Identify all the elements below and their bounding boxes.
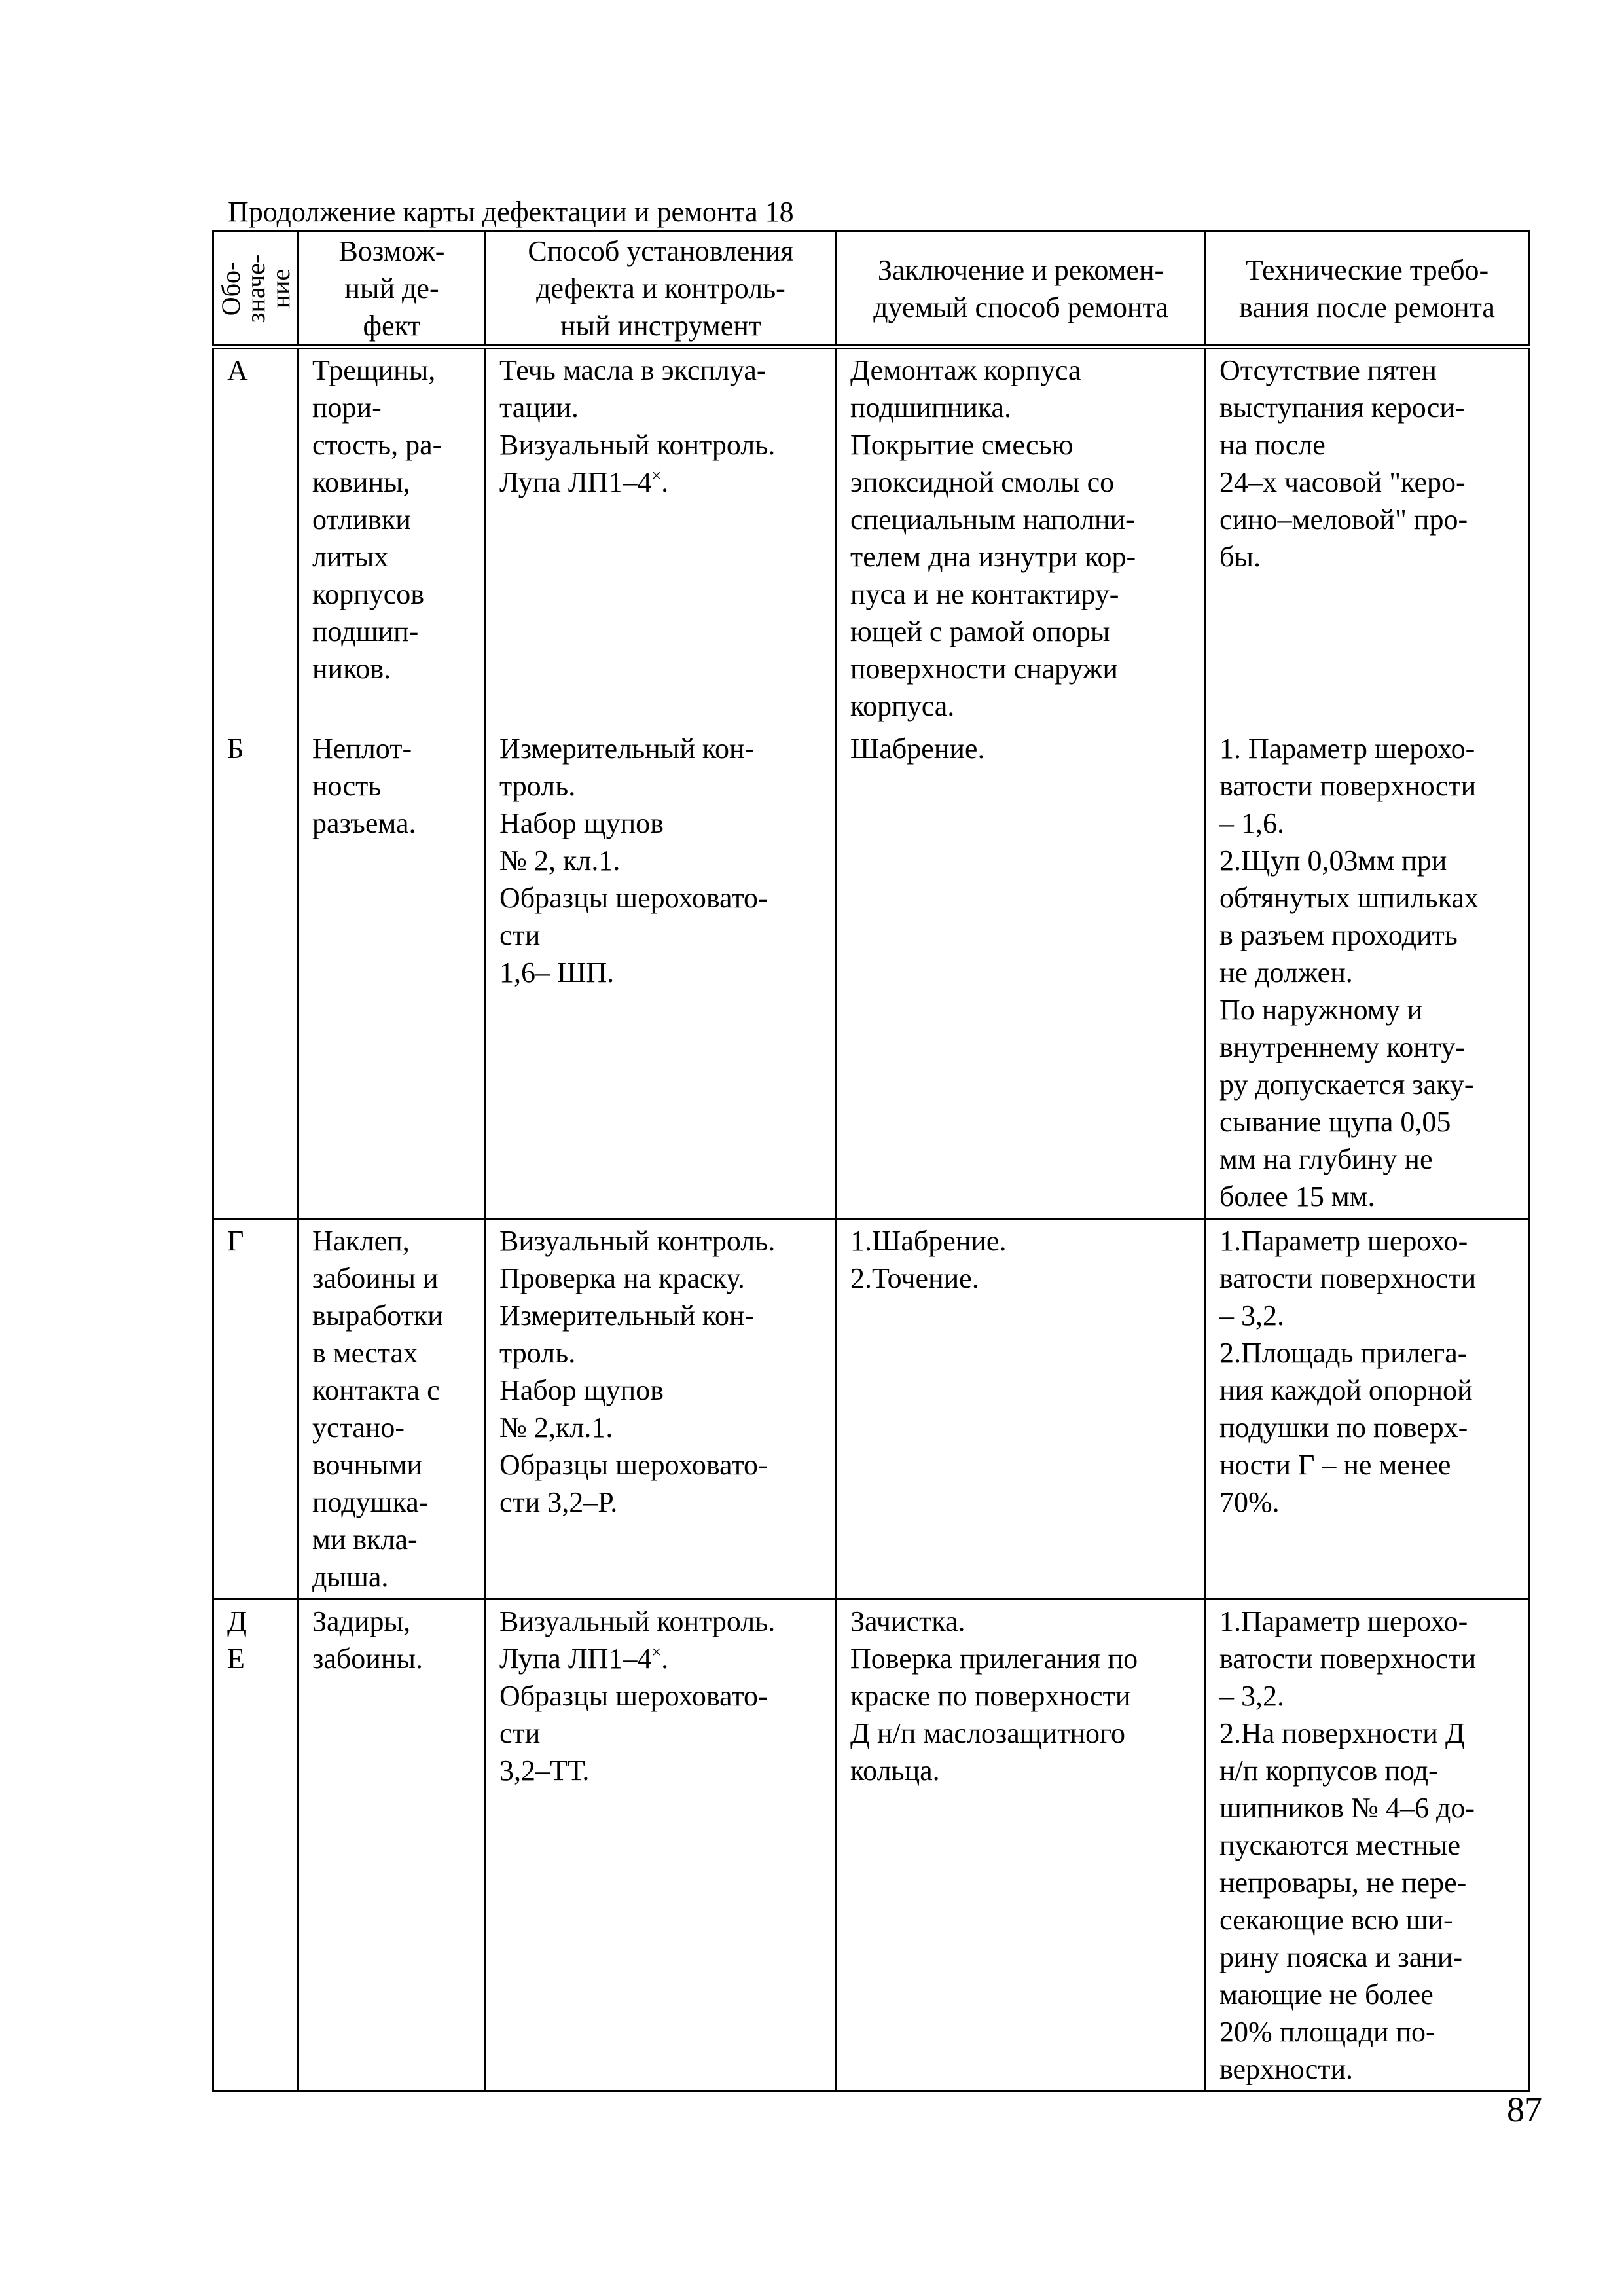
table-header-row [213, 232, 1529, 347]
header-method: Способ установления дефекта и контроль- ный инструмент [486, 232, 837, 347]
defect-repair-table [212, 230, 1530, 2092]
row-method: Визуальный контроль. Проверка на краску. Измерительный кон- троль. Набор щупов № 2,кл.1. Образцы шероховато- сти 3,2–Р. [486, 1219, 837, 1599]
page-number: 87 [1507, 2090, 1542, 2129]
row-code: А [213, 347, 298, 728]
table-row [213, 1219, 1529, 1599]
row-conclusion: Демонтаж корпуса подшипника. Покрытие смесью эпоксидной смолы со специальным наполни- телем дна изнутри кор- пуса и не контактиру- ющей с рамой опоры поверхности снаружи корпуса. [837, 347, 1206, 728]
table-row [213, 727, 1529, 1219]
row-method [486, 347, 837, 728]
method-text: Визуальный контроль. Лупа ЛП1–4 [499, 1605, 776, 1675]
row-defect: Трещины, пори- стость, ра- ковины, отливки литых корпусов подшип- ников. [298, 347, 486, 728]
row-conclusion: Зачистка. Поверка прилегания по краске по поверхности Д н/п маслозащитного кольца. [837, 1599, 1206, 2092]
table-row [213, 1599, 1529, 2092]
row-conclusion: Шабрение. [837, 727, 1206, 1219]
header-code [213, 232, 298, 347]
row-requirements: 1. Параметр шерохо- ватости поверхности – 1,6. 2.Щуп 0,03мм при обтянутых шпильках в разъем проходить не должен. По наружному и внутреннему конту- ру допускается заку- сывание щупа 0,05 мм на глубину не более 15 мм. [1206, 727, 1529, 1219]
row-defect: Неплот- ность разъема. [298, 727, 486, 1219]
method-superscript: × [651, 466, 662, 485]
table-caption: Продолжение карты дефектации и ремонта 18 [228, 196, 794, 228]
row-defect: Наклеп, забоины и выработки в местах контакта с устано- вочными подушка- ми вкла- дыша. [298, 1219, 486, 1599]
header-defect: Возмож- ный де- фект [298, 232, 486, 347]
method-text-tail: . Образцы шероховато- сти 3,2–ТТ. [499, 1643, 768, 1787]
row-code: Д Е [213, 1599, 298, 2092]
row-code: Б [213, 727, 298, 1219]
row-conclusion: 1.Шабрение. 2.Точение. [837, 1219, 1206, 1599]
header-conclusion: Заключение и рекомен- дуемый способ ремонта [837, 232, 1206, 347]
row-requirements: 1.Параметр шерохо- ватости поверхности – 3,2. 2.Площадь прилега- ния каждой опорной подушки по поверх- ности Г – не менее 70%. [1206, 1219, 1529, 1599]
method-superscript: × [651, 1643, 662, 1662]
method-text-tail: . [661, 466, 669, 498]
row-method: Измерительный кон- троль. Набор щупов № 2, кл.1. Образцы шероховато- сти 1,6– ШП. [486, 727, 837, 1219]
row-requirements: 1.Параметр шерохо- ватости поверхности – 3,2. 2.На поверхности Д н/п корпусов под- шипников № 4–6 до- пускаются местные непровары, не пере- секающие всю ши- рину пояска и зани- мающие не более 20% площади по- верхности. [1206, 1599, 1529, 2092]
row-code: Г [213, 1219, 298, 1599]
row-requirements: Отсутствие пятен выступания кероси- на после 24–х часовой "керо- сино–меловой" про- бы. [1206, 347, 1529, 728]
header-code-label: Обо- значе- ние [215, 254, 295, 323]
row-defect: Задиры, забоины. [298, 1599, 486, 2092]
table-row [213, 347, 1529, 728]
method-text: Течь масла в эксплуа- тации. Визуальный контроль. Лупа ЛП1–4 [499, 354, 776, 498]
header-requirements: Технические требо- вания после ремонта [1206, 232, 1529, 347]
row-method [486, 1599, 837, 2092]
